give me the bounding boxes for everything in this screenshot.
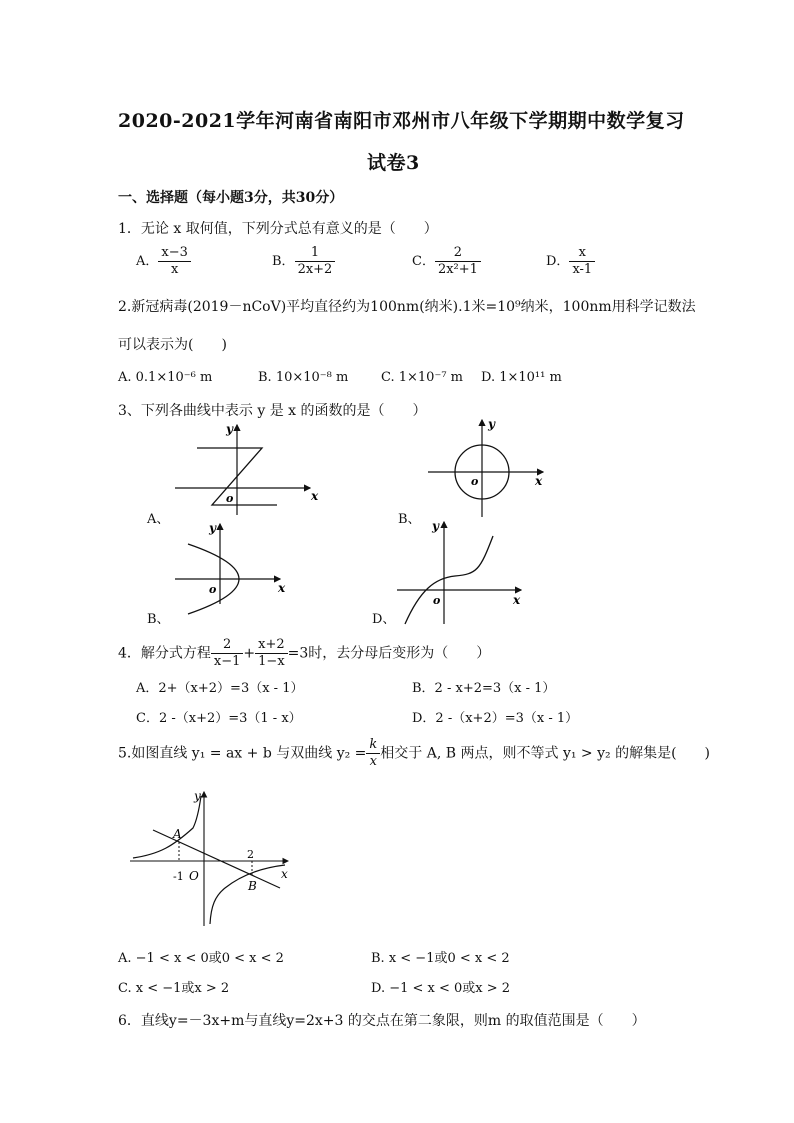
svg-text:y: y (488, 417, 495, 431)
q4-option-b: B．2 - x+2=3（x - 1） (412, 681, 556, 696)
q5-option-a: A. −1 < x < 0或0 < x < 2 (118, 951, 284, 966)
q3-graph-d (395, 520, 525, 625)
svg-text:B: B (248, 879, 257, 893)
q4-option-a: A．2+（x+2）=3（x - 1） (136, 681, 304, 696)
q2-option-a: A. 0.1×10⁻⁶ m (118, 370, 213, 385)
q4-stem: 4．解分式方程 $\frac{2}{x-1}$ + $\frac{x+2}{1-x}$ =3时，去分母后变形为（ ） (118, 637, 491, 669)
svg-text:x: x (311, 489, 319, 503)
q3-label-b: B、 (398, 512, 421, 527)
q4-option-c: C．2 -（x+2）=3（1 - x） (136, 711, 302, 726)
svg-text:x: x (278, 581, 286, 595)
q1-option-a: A． $\frac{x-3}{x}$ (136, 245, 191, 278)
title-line2: 试卷3 (367, 152, 420, 174)
q1-stem: 1．无论 x 取何值，下列分式总有意义的是（ ） (118, 221, 438, 237)
svg-text:x: x (281, 867, 288, 881)
svg-text:x: x (513, 593, 521, 607)
title-line1: 2020-2021学年河南省南阳市邓州市八年级下学期期中数学复习 (118, 110, 685, 132)
svg-text:o: o (226, 492, 234, 505)
q3-graph-b (425, 415, 550, 520)
q5-option-b: B. x < −1或0 < x < 2 (371, 951, 510, 966)
svg-text:x: x (535, 474, 543, 488)
q2-option-d: D. 1×10¹¹ m (481, 370, 562, 385)
svg-text:-1: -1 (173, 870, 184, 883)
svg-text:y: y (194, 789, 201, 803)
q5-graph (125, 788, 295, 928)
q2-line1: 2.新冠病毒(2019－nCoV)平均直径约为100nm(纳米).1米=10⁹纳米，100nm用科学记数法 (118, 299, 696, 315)
section-heading: 一、选择题（每小题3分，共30分） (118, 190, 344, 206)
q5-option-c: C. x < −1或x > 2 (118, 981, 230, 996)
q5-stem: 5.如图直线 y₁ = ax + b 与双曲线 y₂ = $\frac{k}{x}$ 相交于 A, B 两点，则不等式 y₁ > y₂ 的解集是( ) (118, 737, 710, 769)
svg-text:y: y (432, 519, 439, 533)
q2-option-b: B. 10×10⁻⁸ m (258, 370, 349, 385)
svg-text:o: o (433, 594, 441, 607)
svg-text:2: 2 (247, 848, 254, 861)
q3-graph-c (170, 522, 295, 607)
q3-stem: 3、下列各曲线中表示 y 是 x 的函数的是（ ） (118, 403, 427, 419)
q2-line2: 可以表示为( ) (118, 337, 227, 353)
q6-stem: 6．直线y=－3x+m与直线y=2x+3 的交点在第二象限，则m 的取值范围是（ ） (118, 1013, 646, 1029)
q3-label-d: D、 (372, 612, 396, 627)
svg-text:y: y (209, 521, 216, 535)
q3-graph-a (170, 420, 320, 520)
q3-label-a: A、 (147, 512, 170, 527)
q5-option-d: D. −1 < x < 0或x > 2 (371, 981, 511, 996)
q2-option-c: C. 1×10⁻⁷ m (381, 370, 463, 385)
svg-text:o: o (471, 475, 479, 488)
svg-text:o: o (209, 583, 217, 596)
q1-option-d: D． $\frac{x}{x-1}$ (546, 245, 595, 278)
q1-option-b: B． $\frac{1}{2x+2}$ (272, 245, 335, 278)
q3-label-c: B、 (147, 612, 170, 627)
q1-option-c: C． $\frac{2}{\text{2x²+1}}$ (412, 245, 481, 278)
svg-text:O: O (189, 869, 199, 883)
svg-text:y: y (226, 422, 233, 436)
svg-text:A: A (173, 827, 182, 841)
q4-option-d: D．2 -（x+2）=3（x - 1） (412, 711, 579, 726)
